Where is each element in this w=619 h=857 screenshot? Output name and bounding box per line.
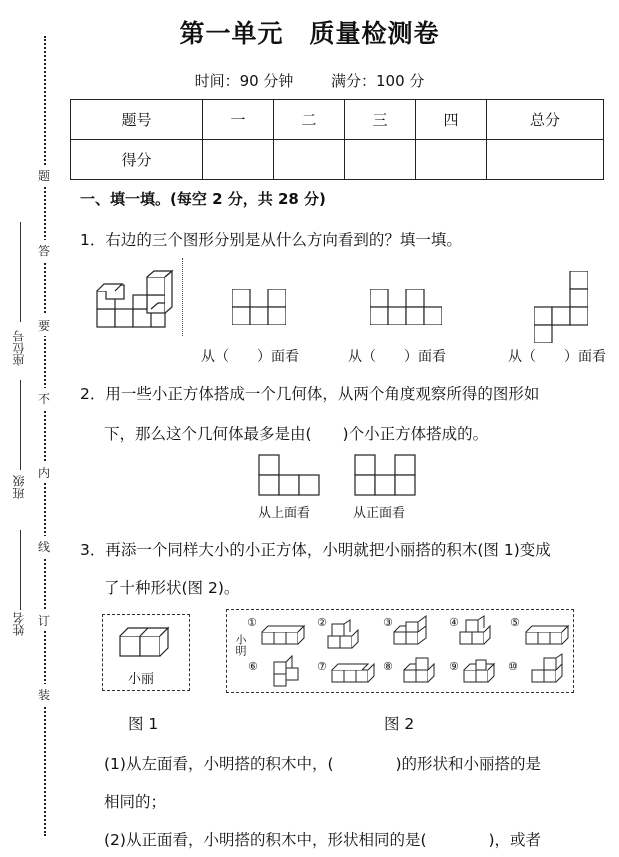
question-2-line-2: 下，那么这个几何体最多是由( )个小正方体搭成的。 (104, 425, 489, 443)
table-cell: 四 (416, 100, 487, 140)
score-table (70, 99, 604, 180)
xiaoming-shapes-figure (244, 614, 570, 688)
shape-number: ④ (449, 616, 459, 629)
class-label: 班级 (12, 475, 26, 499)
xiaoming-label: 小明 (234, 634, 247, 656)
view-figure-3 (534, 271, 588, 343)
seal-char: 订 (38, 610, 50, 631)
score-input-cell[interactable] (274, 140, 345, 180)
view-figure-2 (370, 289, 442, 325)
question-3-line-2: 了十种形状(图 2)。 (104, 579, 240, 597)
seal-char: 装 (38, 684, 50, 705)
shape-number: ② (317, 616, 327, 629)
cube-stack-figure (92, 268, 174, 332)
shape-number: ⑦ (317, 660, 327, 673)
exam-info (0, 70, 619, 91)
shape-number: ⑥ (248, 660, 258, 673)
table-cell: 得分 (71, 140, 203, 180)
table-cell: 一 (203, 100, 274, 140)
xiaoli-blocks-figure (118, 624, 170, 660)
shape-number: ① (247, 616, 257, 629)
table-cell: 三 (345, 100, 416, 140)
subquestion-1-line-2: 相同的； (104, 793, 167, 811)
seat-number-label: 座位号 (12, 330, 26, 366)
time-label: 时间：90 分钟 (194, 72, 294, 90)
question-1-text: 1．右边的三个图形分别是从什么方向看到的？填一填。 (80, 231, 462, 249)
view-caption-3: 从（ ）面看 (508, 349, 606, 365)
shape-number: ③ (383, 616, 393, 629)
front-view-figure (354, 454, 416, 496)
figure-2-label: 图 2 (384, 715, 415, 733)
score-table-header-row (71, 100, 604, 140)
shape-number: ⑧ (383, 660, 393, 673)
seat-number-line (20, 222, 21, 322)
page-title: 第一单元 质量检测卷 (179, 19, 440, 48)
name-line (20, 530, 21, 610)
subquestion-2-line-1: (2)从正面看，小明搭的积木中，形状相同的是( )，或者 (104, 831, 542, 849)
seal-char: 答 (38, 240, 50, 261)
shape-number: ⑩ (508, 660, 518, 673)
score-input-cell[interactable] (345, 140, 416, 180)
question-3-line-1: 3．再添一个同样大小的小正方体，小明就把小丽搭的积木(图 1)变成 (80, 541, 551, 559)
shape-number: ⑨ (449, 660, 459, 673)
xiaoli-label: 小丽 (128, 672, 155, 687)
top-view-figure (258, 454, 320, 496)
view-caption-2: 从（ ）面看 (348, 349, 446, 365)
score-input-cell[interactable] (203, 140, 274, 180)
shape-number: ⑤ (510, 616, 520, 629)
divider (182, 258, 183, 336)
figure-1-label: 图 1 (128, 715, 159, 733)
name-label: 姓名 (12, 612, 26, 636)
subquestion-1-line-1: (1)从左面看，小明搭的积木中，( )的形状和小丽搭的是 (104, 755, 542, 773)
seal-char: 内 (38, 462, 50, 483)
score-input-cell[interactable] (416, 140, 487, 180)
top-view-caption: 从上面看 (258, 506, 311, 521)
table-cell: 总分 (487, 100, 604, 140)
table-cell: 题号 (71, 100, 203, 140)
full-score-label: 满分：100 分 (331, 72, 425, 90)
binding-dotted-line (44, 36, 46, 836)
view-figure-1 (232, 289, 286, 325)
score-table-score-row (71, 140, 604, 180)
seal-char: 题 (38, 165, 50, 186)
table-cell: 二 (274, 100, 345, 140)
score-input-cell[interactable] (487, 140, 604, 180)
front-view-caption: 从正面看 (353, 506, 406, 521)
question-2-line-1: 2．用一些小正方体搭成一个几何体，从两个角度观察所得的图形如 (80, 385, 540, 403)
seal-char: 要 (38, 315, 50, 336)
section-heading: 一、填一填。(每空 2 分，共 28 分) (80, 190, 326, 208)
seal-char: 不 (38, 388, 50, 409)
view-caption-1: 从（ ）面看 (201, 349, 299, 365)
class-line (20, 380, 21, 470)
seal-char: 线 (38, 536, 50, 557)
